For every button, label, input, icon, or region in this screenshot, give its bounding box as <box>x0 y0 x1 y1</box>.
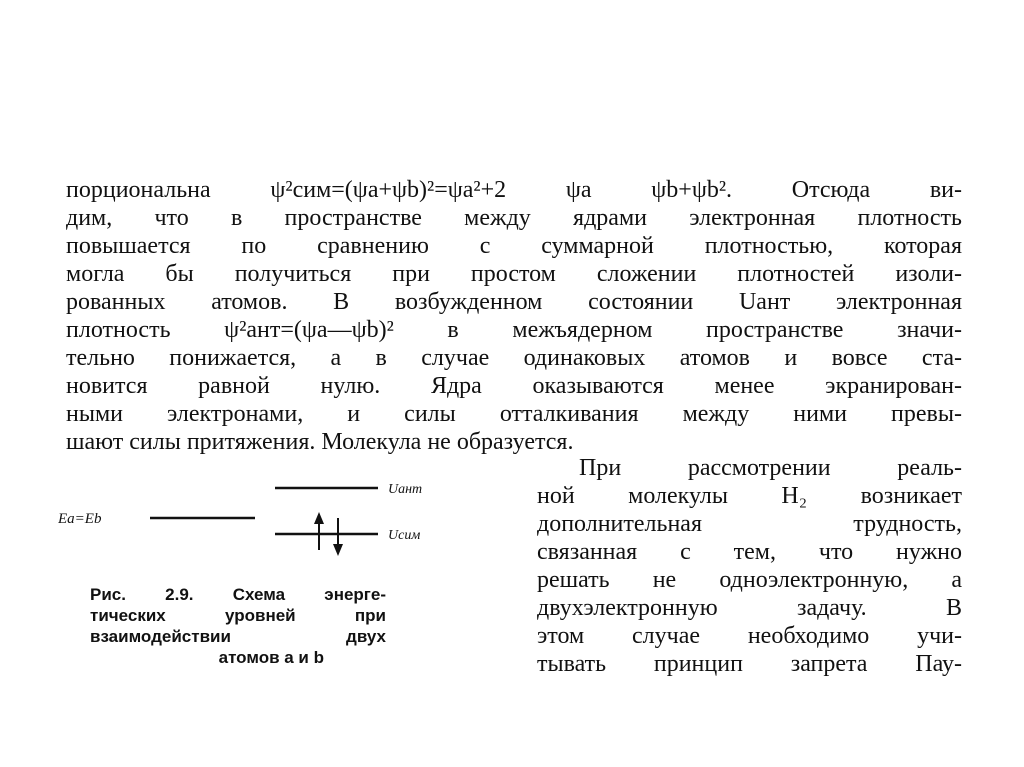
spin-down-arrowhead <box>333 544 343 556</box>
caption-line-2: тических уровней при <box>90 606 386 625</box>
text-line-3: повышается по сравнению с суммарной плотностью, которая <box>66 233 962 259</box>
text-line-6: плотность ψ²ант=(ψa—ψb)² в межъядерном пространстве значи- <box>66 317 962 343</box>
caption-line-3: взаимодействии двух <box>90 627 386 646</box>
spin-up-arrowhead <box>314 512 324 524</box>
right-line-2: ной молекулы H₂ возникает <box>537 483 962 509</box>
right-line-1: При рассмотрении реаль- <box>579 455 962 481</box>
right-line-8: тывать принцип запрета Пау- <box>537 651 962 677</box>
text-line-2: дим, что в пространстве между ядрами электронная плотность <box>66 205 962 231</box>
right-line-5: решать не одноэлектронную, а <box>537 567 962 593</box>
text-line-8: новится равной нулю. Ядра оказываются менее экранирован- <box>66 373 962 399</box>
text-line-9: ными электронами, и силы отталкивания между ними превы- <box>66 401 962 427</box>
right-line-7: этом случае необходимо учи- <box>537 623 962 649</box>
right-line-3: дополнительная трудность, <box>537 511 962 537</box>
u-sim-label: Uсим <box>388 528 421 543</box>
text-line-7: тельно понижается, а в случае одинаковых атомов и вовсе ста- <box>66 345 962 371</box>
ea-eb-label: Ea=Eb <box>58 511 102 527</box>
caption-line-4: атомов a и b <box>218 648 324 667</box>
u-ant-label: Uант <box>388 482 423 497</box>
caption-line-1: Рис. 2.9. Схема энерге- <box>90 585 386 604</box>
right-line-4: связанная с тем, что нужно <box>537 539 962 565</box>
text-line-4: могла бы получиться при простом сложении плотностей изоли- <box>66 261 962 287</box>
text-line-1: порциональна ψ²сим=(ψa+ψb)²=ψa²+2 ψa ψb+ψb². Отсюда ви- <box>66 177 962 203</box>
right-line-6: двухэлектронную задачу. В <box>537 595 962 621</box>
text-line-5: рованных атомов. В возбужденном состоянии Uант электронная <box>66 289 962 315</box>
text-line-10: шают силы притяжения. Молекула не образуется. <box>66 429 574 455</box>
energy-level-diagram <box>58 468 478 568</box>
